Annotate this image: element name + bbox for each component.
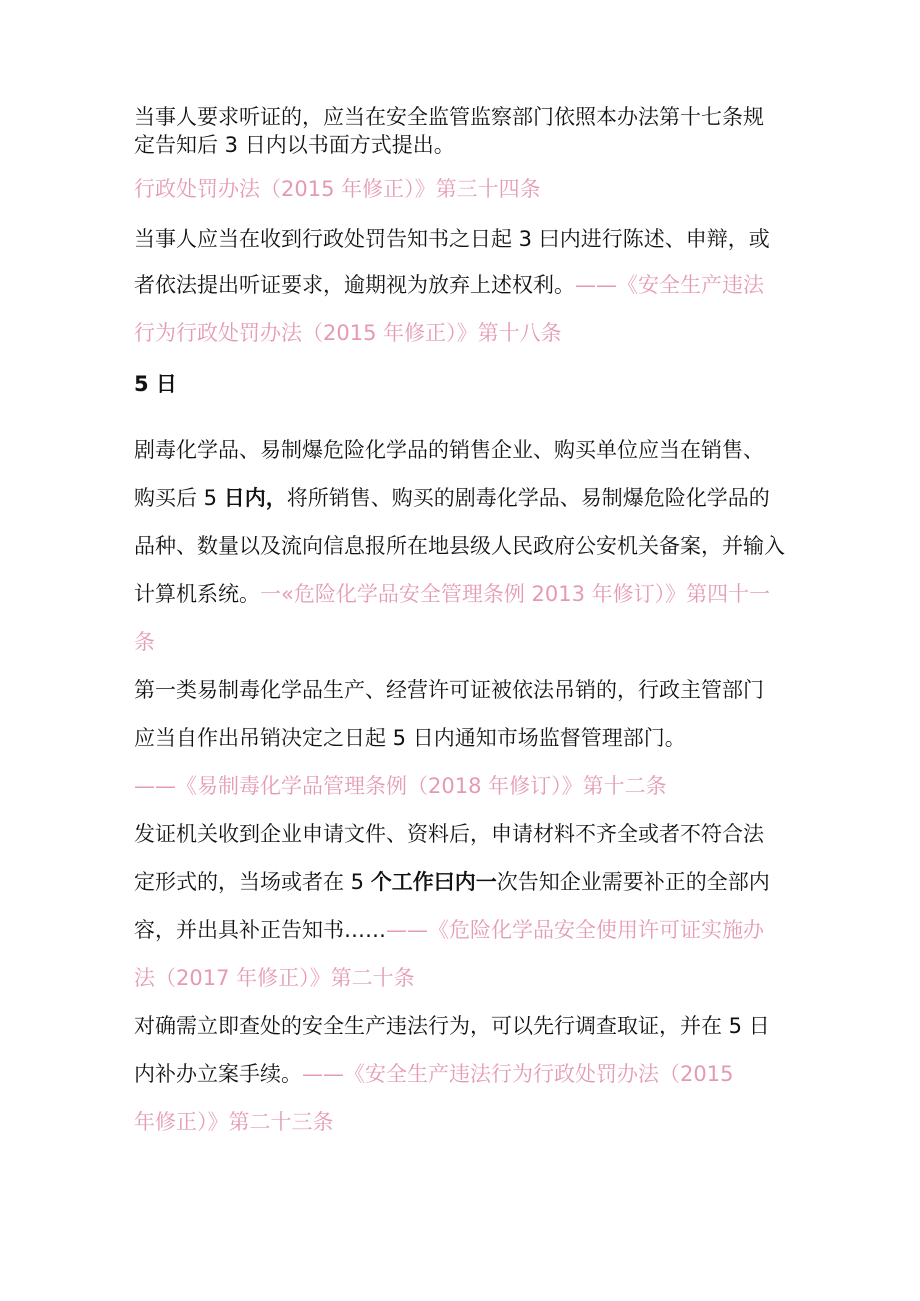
- citation-text: 年修正）》第二十三条: [134, 1110, 334, 1134]
- citation-text: 一«危险化学品安全管理条例 2013 年修订）》第四十一: [260, 582, 771, 606]
- text-line: [134, 225, 794, 253]
- body-text: 购买后 5: [134, 486, 224, 510]
- citation-text: ——《危险化学品安全使用许可证实施办: [386, 918, 764, 942]
- text-line: [134, 271, 794, 299]
- citation-text: 行为行政处罚办法（2015 年修正）》第十八条: [134, 321, 562, 345]
- text-line: [134, 628, 794, 656]
- body-text: 品种、数量以及流向信息报所在地县级人民政府公安机关备案，并输入: [134, 534, 785, 558]
- body-text: 发证机关收到企业申请文件、资料后，申请材料不齐全或者不符合法: [134, 822, 764, 846]
- body-text: 定告知后 3 日内以书面方式提出。: [134, 133, 455, 157]
- citation-text: 条: [134, 630, 155, 654]
- body-text: 第一类易制毒化学品生产、经营许可证被依法吊销的，行政主管部门: [134, 678, 764, 702]
- citation-text: ——《安全生产违法行为行政处罚办法（2015: [302, 1062, 734, 1086]
- body-text: 内补办立案手续。: [134, 1062, 302, 1086]
- text-line: [134, 319, 794, 347]
- body-text: 将所销售、购买的剧毒化学品、易制爆危险化学品的: [286, 486, 770, 510]
- citation-text: ——《易制毒化学品管理条例（2018 年修订）》第十二条: [134, 774, 667, 798]
- bold-text: 5 日: [134, 372, 177, 396]
- body-text: 当事人要求听证的，应当在安全监管监察部门依照本办法第十七条规: [134, 105, 764, 129]
- body-text: 计算机系统。: [134, 582, 260, 606]
- text-line: [134, 676, 794, 704]
- body-text: 剧毒化学品、易制爆危险化学品的销售企业、购买单位应当在销售、: [134, 438, 764, 462]
- body-text: 对确需立即查处的安全生产违法行为，可以先行调查取证，并在 5 日: [134, 1014, 770, 1038]
- text-line: [134, 772, 794, 800]
- text-line: [134, 916, 794, 944]
- text-line: [134, 724, 794, 752]
- text-line: [134, 1012, 794, 1040]
- citation-text: 行政处罚办法（2015 年修正）》第三十四条: [134, 177, 541, 201]
- text-line: [134, 1060, 794, 1088]
- text-line: [134, 532, 794, 560]
- body-text: 容，并出具补正告知书……: [134, 918, 386, 942]
- body-text: 应当自作出吊销决定之日起 5 日内通知市场监督管理部门。: [134, 726, 686, 750]
- text-line: [134, 484, 794, 512]
- text-line: [134, 175, 794, 203]
- text-line: [134, 868, 794, 896]
- text-line: [134, 370, 794, 398]
- body-text: 次告知企业需要补正的全部内: [496, 870, 770, 894]
- body-text: 定形式的，当场或者在 5: [134, 870, 371, 894]
- bold-text: 个工作曰内一: [370, 870, 497, 894]
- text-line: [134, 436, 794, 464]
- bold-text: 日内，: [223, 486, 287, 510]
- text-line: [134, 103, 794, 131]
- citation-text: 法（2017 年修正）》第二十条: [134, 966, 415, 990]
- citation-text: ——《安全生产违法: [575, 273, 764, 297]
- text-line: [134, 1108, 794, 1136]
- text-line: [134, 820, 794, 848]
- body-text: 者依法提出听证要求，逾期视为放弃上述权利。: [134, 273, 575, 297]
- text-line: [134, 131, 794, 159]
- text-line: [134, 580, 794, 608]
- text-line: [134, 964, 794, 992]
- body-text: 当事人应当在收到行政处罚告知书之日起 3 曰内进行陈述、申辩，或: [134, 227, 770, 251]
